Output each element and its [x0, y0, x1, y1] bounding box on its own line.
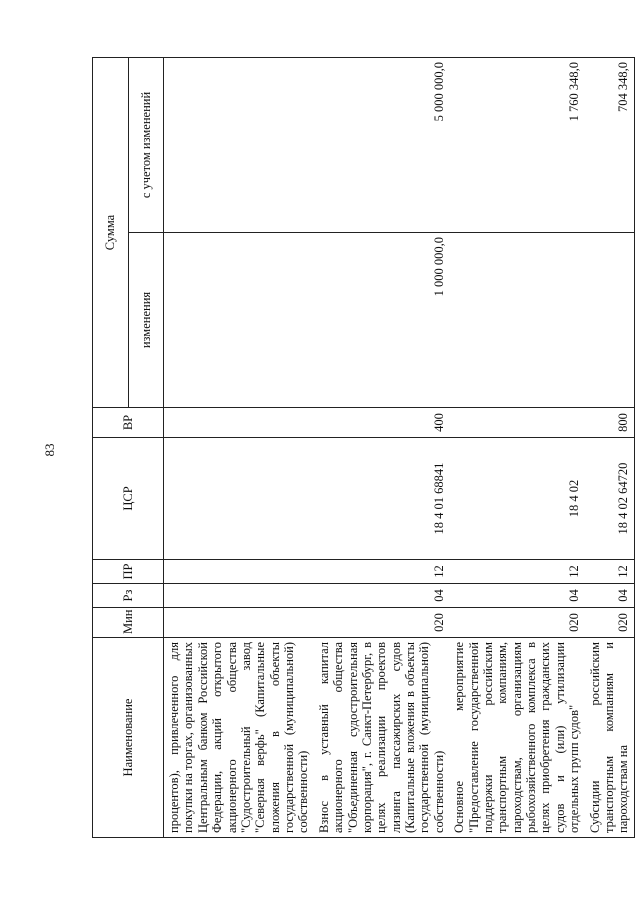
row-name: Основное мероприятие "Предоставление государственной поддержки российским транспортным компаниям, пароходствам, организациям рыбохозяйственного комплекса в целях приобретения гражданских судов и (или) утилизации отдельных групп судов": [449, 638, 584, 838]
row-name: Взнос в уставный капитал акционерного общества "Объединенная судостроительная корпорация", г. Санкт-Петербург, в целях реализации проектов лизинга пассажирских судов (Капитальные вложения в объекты государственной (муниципальной) собственности): [314, 638, 449, 838]
row-min: 020: [314, 608, 449, 638]
row-pr: 12: [449, 560, 584, 584]
page-number: 83: [42, 443, 57, 457]
row-csr: [164, 438, 314, 560]
header-row-top: [93, 58, 129, 838]
row-changes: [449, 233, 584, 408]
col-header-vr: ВР: [93, 408, 164, 438]
row-rz: 04: [585, 584, 635, 608]
row-with-changes: 704 348,0: [585, 58, 635, 233]
row-with-changes: 1 760 348,0: [449, 58, 584, 233]
row-with-changes: 5 000 000,0: [314, 58, 449, 233]
row-min: [164, 608, 314, 638]
row-pr: [164, 560, 314, 584]
table-row: [164, 58, 314, 838]
col-header-sum: Сумма: [93, 58, 129, 408]
row-pr: 12: [314, 560, 449, 584]
row-vr: [449, 408, 584, 438]
rotated-page-content: [92, 58, 631, 838]
table-row: [314, 58, 449, 838]
row-rz: 04: [449, 584, 584, 608]
col-header-with-changes: с учетом изменений: [128, 58, 164, 233]
row-name: процентов), привлеченного для покупки на торгах, организованных Центральным банком Российской Федерации, акций открытого акционерного общества "Судостроительный завод "Северная верфь" (Капитальные вложения в объекты государственной (муниципальной) собственности): [164, 638, 314, 838]
col-header-changes: изменения: [128, 233, 164, 408]
row-vr: 400: [314, 408, 449, 438]
row-rz: 04: [314, 584, 449, 608]
row-csr: 18 4 01 68841: [314, 438, 449, 560]
budget-table: [92, 57, 635, 838]
col-header-rz: Рз: [93, 584, 164, 608]
row-vr: [164, 408, 314, 438]
row-vr: 800: [585, 408, 635, 438]
row-min: 020: [585, 608, 635, 638]
row-rz: [164, 584, 314, 608]
row-with-changes: [164, 58, 314, 233]
row-changes: 1 000 000,0: [314, 233, 449, 408]
row-name: Субсидии российским транспортным компаниям и пароходствам на: [585, 638, 635, 838]
row-csr: 18 4 02 64720: [585, 438, 635, 560]
row-changes: [164, 233, 314, 408]
col-header-csr: ЦСР: [93, 438, 164, 560]
row-pr: 12: [585, 560, 635, 584]
col-header-min: Мин: [93, 608, 164, 638]
row-csr: 18 4 02: [449, 438, 584, 560]
table-row: [449, 58, 584, 838]
col-header-pr: ПР: [93, 560, 164, 584]
row-min: 020: [449, 608, 584, 638]
col-header-name: Наименование: [93, 638, 164, 838]
table-row: [585, 58, 635, 838]
row-changes: [585, 233, 635, 408]
